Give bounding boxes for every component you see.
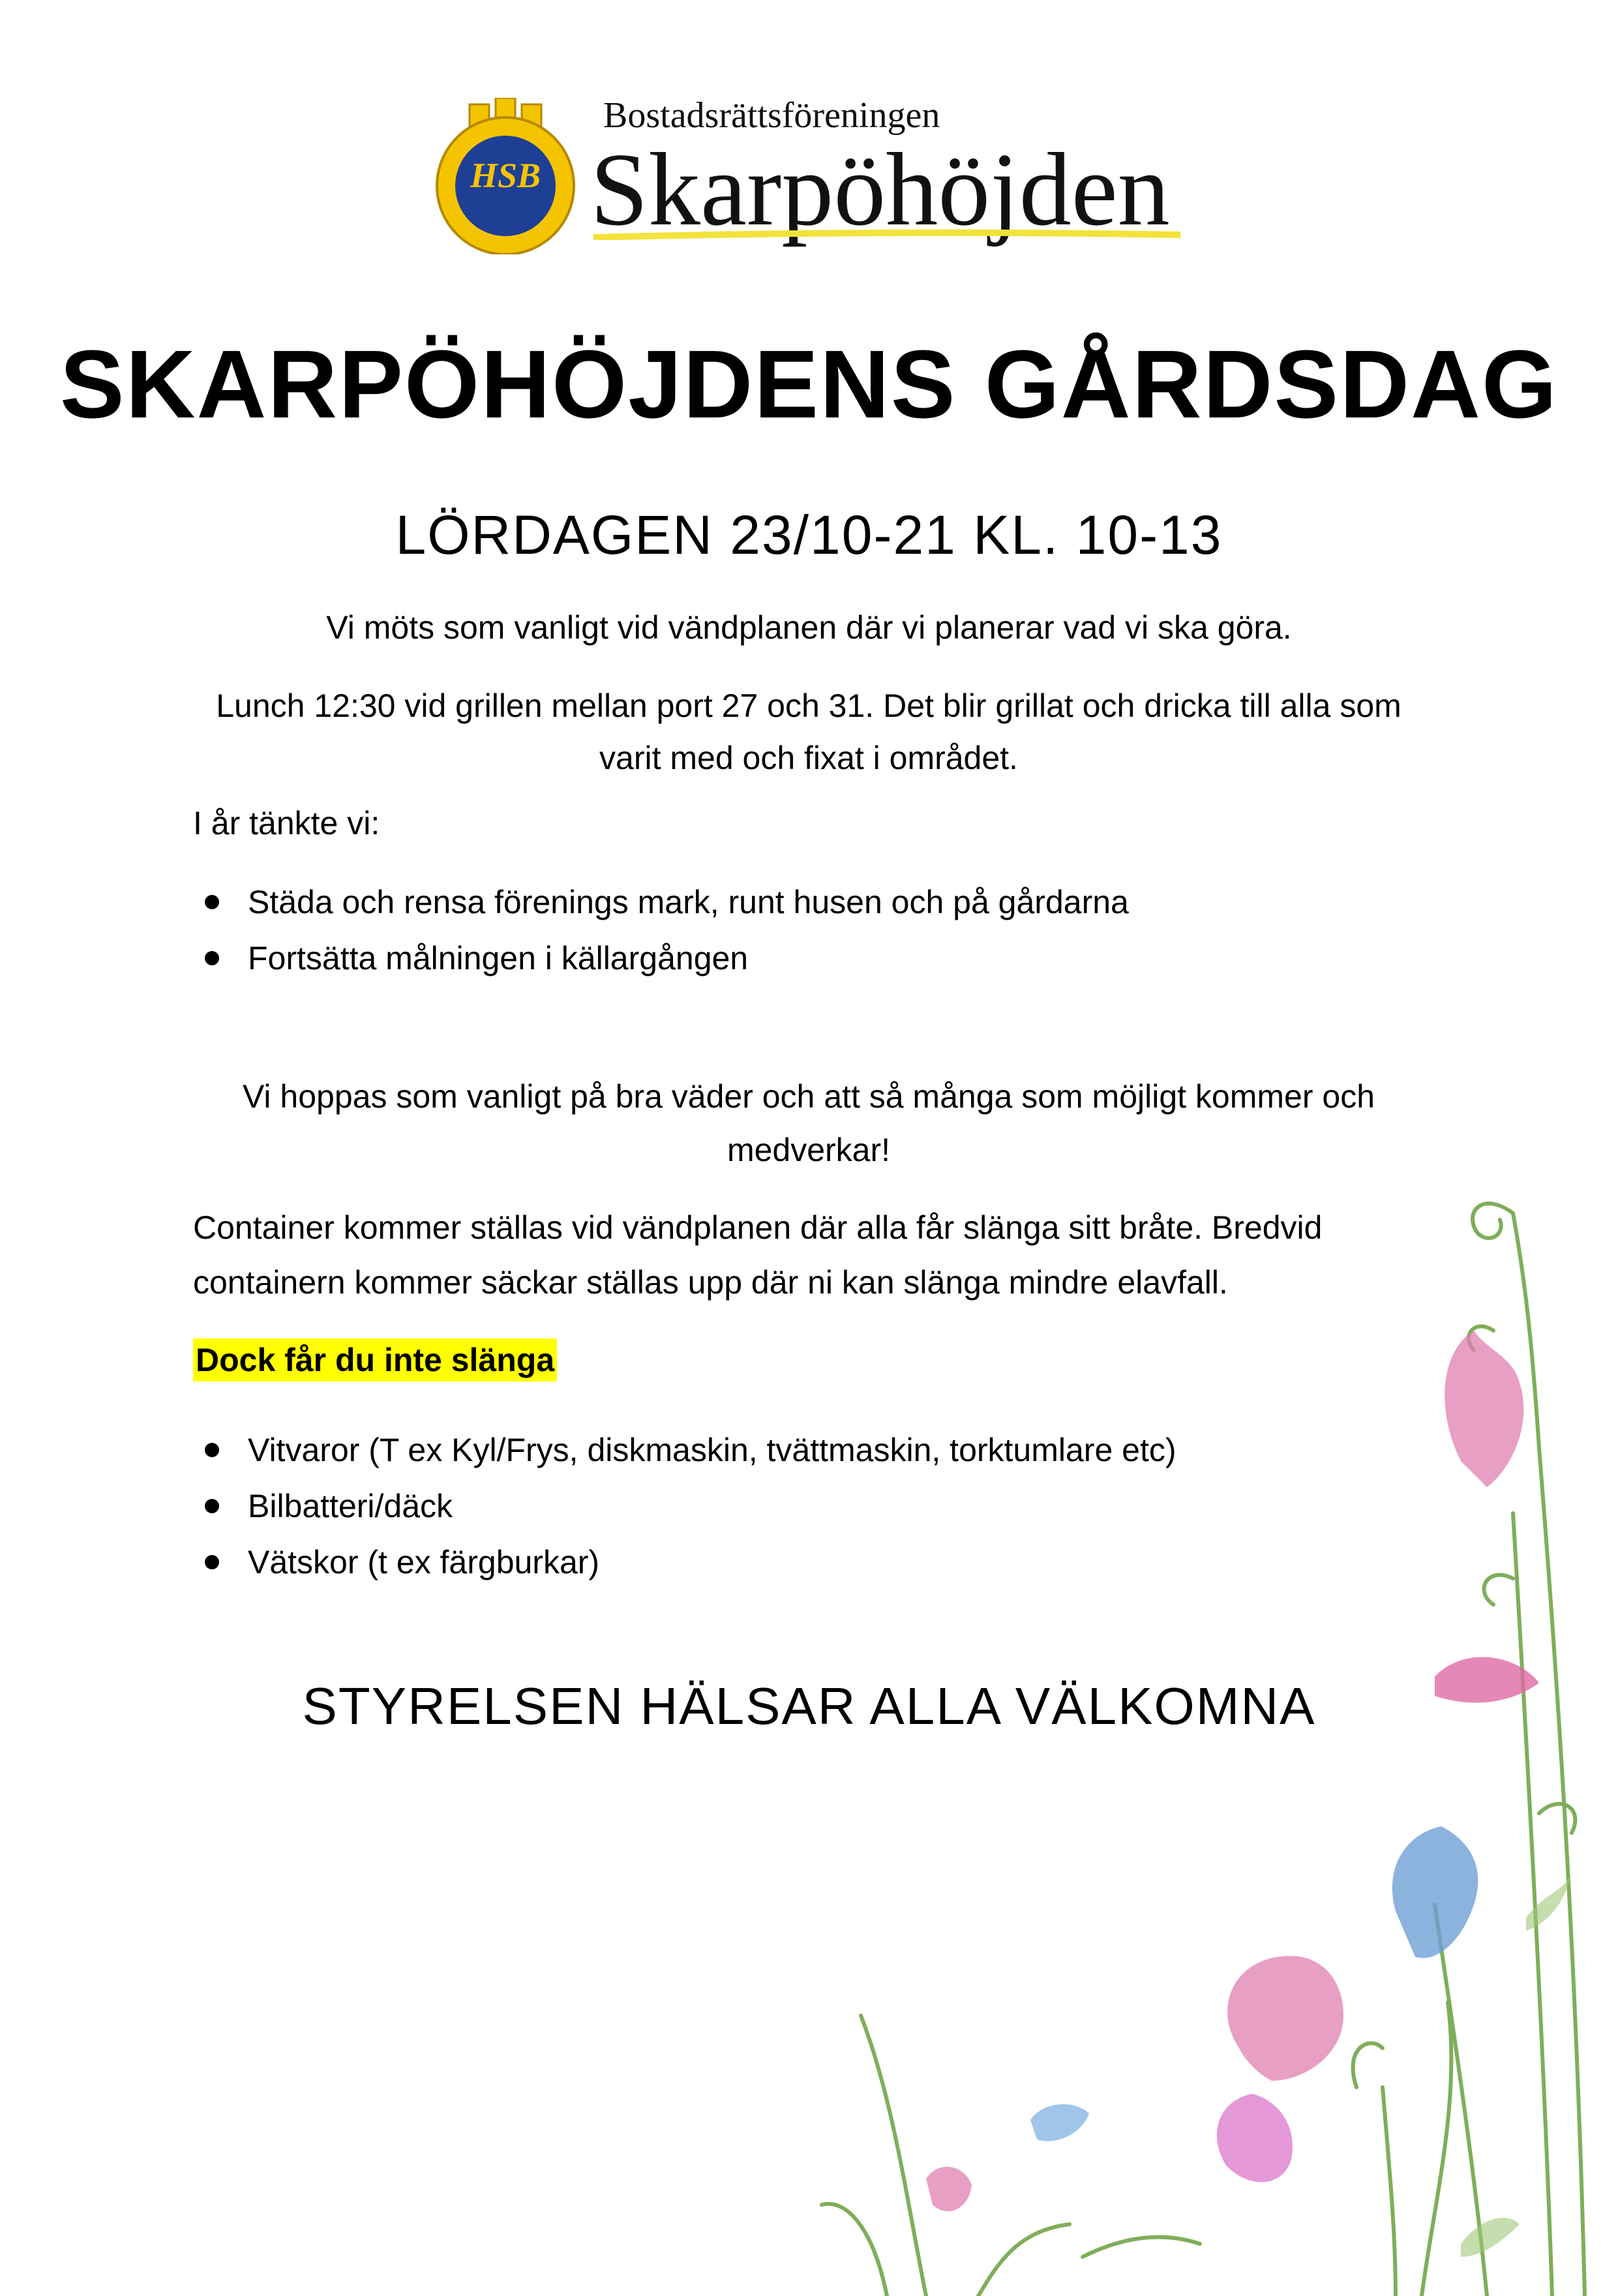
list-item: Vätskor (t ex färgburkar): [248, 1534, 1176, 1590]
emblem-label: HSB: [470, 156, 541, 195]
flower-decoration-icon: [783, 1187, 1618, 2296]
weather-paragraph: Vi hoppas som vanligt på bra väder och att så många som möjligt kommer och medverkar!: [242, 1078, 1375, 1168]
logo-pre-title: Bostadsrättsföreningen: [603, 95, 940, 136]
container-paragraph: Container kommer ställas vid vändplanen där alla får slänga sitt bråte. Bredvid containern kommer säckar ställas upp där ni kan slänga mindre elavfall.: [193, 1209, 1323, 1301]
plans-intro: I år tänkte vi:: [193, 805, 380, 841]
bullet-icon: [205, 1443, 219, 1457]
list-item: Vitvaror (T ex Kyl/Frys, diskmaskin, tvättmaskin, torktumlare etc): [248, 1422, 1176, 1478]
meeting-paragraph: Vi möts som vanligt vid vändplanen där vi planerar vad vi ska göra.: [326, 609, 1292, 646]
list-item: Städa och rensa förenings mark, runt husen och på gårdarna: [248, 874, 1129, 930]
page-title: SKARPÖHÖJDENS GÅRDSDAG: [59, 331, 1559, 438]
bullet-icon: [205, 895, 219, 909]
list-item: Bilbatteri/däck: [248, 1478, 1176, 1534]
bullet-icon: [205, 951, 219, 965]
closing-greeting: STYRELSEN HÄLSAR ALLA VÄLKOMNA: [302, 1677, 1316, 1735]
list-item: Fortsätta målningen i källargången: [248, 930, 1129, 986]
logo-underline: [593, 228, 1180, 240]
bullet-icon: [205, 1499, 219, 1513]
event-date: LÖRDAGEN 23/10-21 KL. 10-13: [395, 504, 1223, 566]
lunch-paragraph: Lunch 12:30 vid grillen mellan port 27 och 31. Det blir grillat och dricka till alla som varit med och fixat i området.: [216, 687, 1401, 776]
association-logo: [430, 72, 1187, 267]
prohibited-heading: Dock får du inte slänga: [193, 1338, 557, 1382]
bullet-icon: [205, 1555, 219, 1569]
logo-name: Skarpöhöjden: [590, 131, 1170, 247]
plans-list: [248, 874, 1129, 986]
